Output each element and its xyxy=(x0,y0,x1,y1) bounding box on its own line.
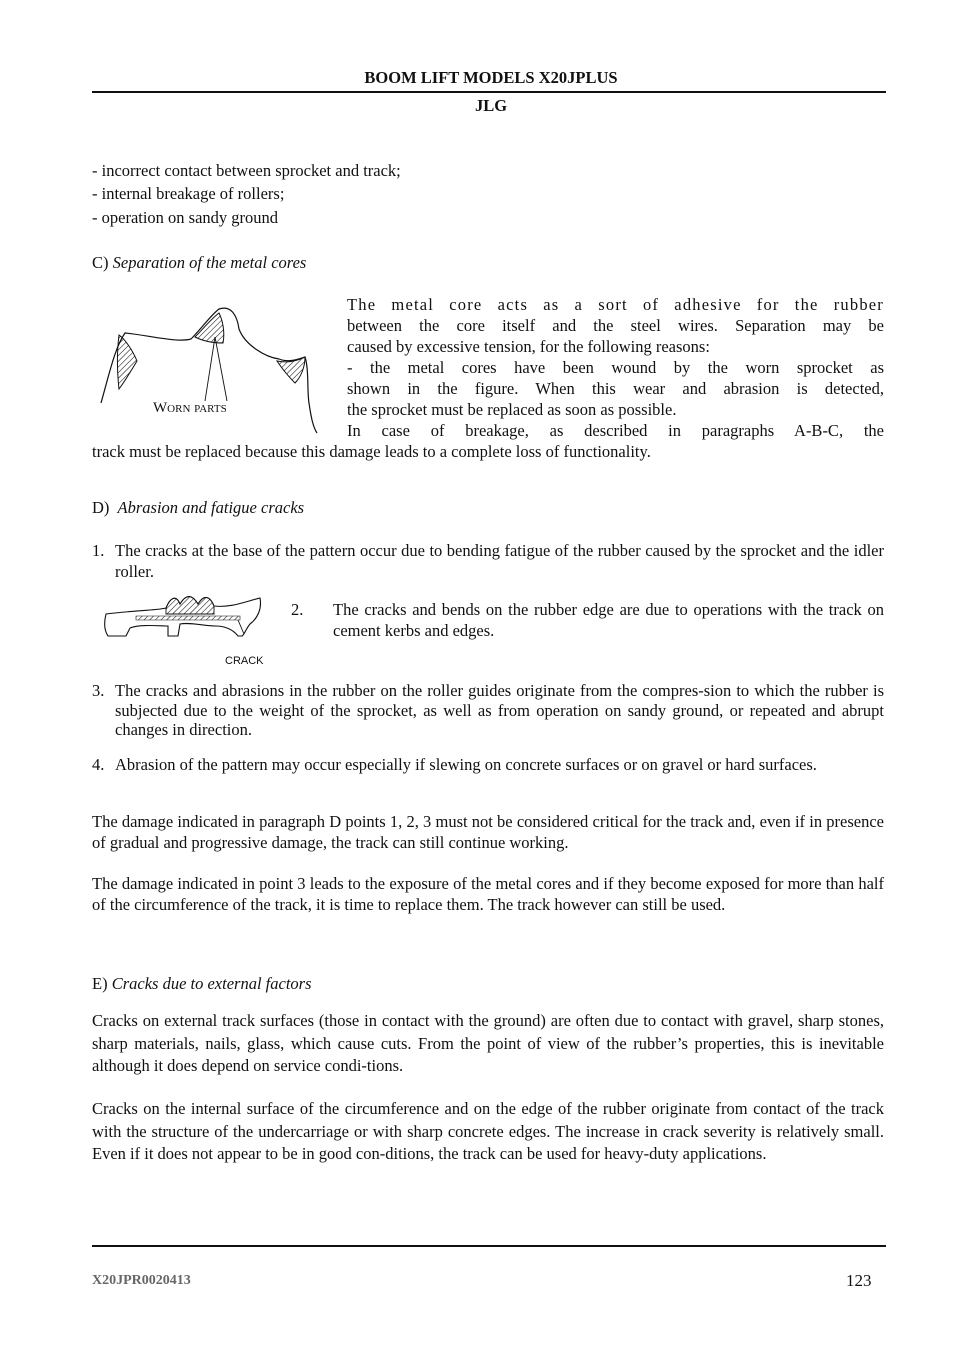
text-line: the sprocket must be replaced as soon as possible. xyxy=(347,400,677,419)
list-item: - operation on sandy ground xyxy=(92,208,279,227)
worn-sprocket-figure xyxy=(95,305,325,437)
item-text: The cracks and abrasions in the rubber on the roller guides originate from the compres-sion to which the rubber is subjected due to the weight of the sprocket, as well as from operation on sandy ground, or repeated and abrupt changes in direction. xyxy=(115,681,884,739)
section-d-paragraph-1: The damage indicated in paragraph D points 1, 2, 3 must not be considered critical for the track and, even if in presence of gradual and progressive damage, the track can still continue working. xyxy=(92,812,884,852)
text-line: In case of breakage, as described in paragraphs A-B-C, the xyxy=(347,421,884,440)
section-d-letter: D) xyxy=(92,498,110,517)
section-d-title: Abrasion and fatigue cracks xyxy=(117,498,305,517)
list-item: - incorrect contact between sprocket and track; xyxy=(92,161,401,180)
section-c-paragraph xyxy=(347,294,884,441)
section-e-heading xyxy=(92,973,312,994)
section-e-title: Cracks due to external factors xyxy=(111,974,312,993)
item-text: The cracks at the base of the pattern occur due to bending fatigue of the rubber caused by the sprocket and the idler roller. xyxy=(115,541,884,581)
page-number: 123 xyxy=(846,1271,872,1290)
section-c-letter: C) xyxy=(92,253,109,272)
item-2-number: 2. xyxy=(291,600,304,619)
item-number: 4. xyxy=(92,755,105,774)
list-item-3 xyxy=(92,681,884,740)
item-text: Abrasion of the pattern may occur especially if slewing on concrete surfaces or on gravel or hard surfaces. xyxy=(115,755,817,774)
item-2-text: The cracks and bends on the rubber edge are due to operations with the track on cement kerbs and edges. xyxy=(333,600,884,640)
section-e-paragraph-2: Cracks on the internal surface of the circumference and on the edge of the rubber originate from contact of the track with the structure of the undercarriage or with sharp concrete edges. The increase in crack severity is relatively small. Even if it does not appear to be in good con-ditions, the track can be used for heavy-duty applications. xyxy=(92,1099,884,1163)
crack-label: CRACK xyxy=(225,655,264,667)
section-c-heading xyxy=(92,252,306,273)
document-code: X20JPR0020413 xyxy=(92,1273,191,1288)
list-item-4 xyxy=(92,755,884,775)
header-title: BOOM LIFT MODELS X20JPLUS xyxy=(364,68,618,87)
footer-rule xyxy=(92,1245,886,1247)
list-item-1 xyxy=(92,540,884,582)
text-line: shown in the figure. When this wear and abrasion is detected, xyxy=(347,379,884,398)
section-d-paragraph-2: The damage indicated in point 3 leads to the exposure of the metal cores and if they become exposed for more than half of the circumference of the track, it is time to replace them. The track however can still be used. xyxy=(92,874,884,914)
item-number: 3. xyxy=(92,681,105,700)
header-rule xyxy=(92,91,886,93)
section-c-title: Separation of the metal cores xyxy=(112,253,307,272)
section-c-last-line: track must be replaced because this damage leads to a complete loss of functionality. xyxy=(92,442,651,461)
worn-parts-label: Worn parts xyxy=(153,400,227,416)
list-item: - internal breakage of rollers; xyxy=(92,184,285,203)
item-number: 1. xyxy=(92,541,105,560)
section-e-letter: E) xyxy=(92,974,108,993)
section-e-paragraph-1: Cracks on external track surfaces (those in contact with the ground) are often due to contact with gravel, sharp stones, sharp materials, nails, glass, which cause cuts. From the point of view of the rubber’s properties, this is inevitable although it does depend on service condi-tions. xyxy=(92,1011,884,1075)
track-crack-figure xyxy=(100,590,268,650)
text-line: caused by excessive tension, for the following reasons: xyxy=(347,337,710,356)
header-brand: JLG xyxy=(474,96,508,115)
text-line: - the metal cores have been wound by the worn sprocket as xyxy=(347,358,884,377)
text-line: The metal core acts as a sort of adhesive for the rubber xyxy=(347,295,884,314)
section-d-heading xyxy=(92,497,304,518)
text-line: between the core itself and the steel wires. Separation may be xyxy=(347,316,884,335)
